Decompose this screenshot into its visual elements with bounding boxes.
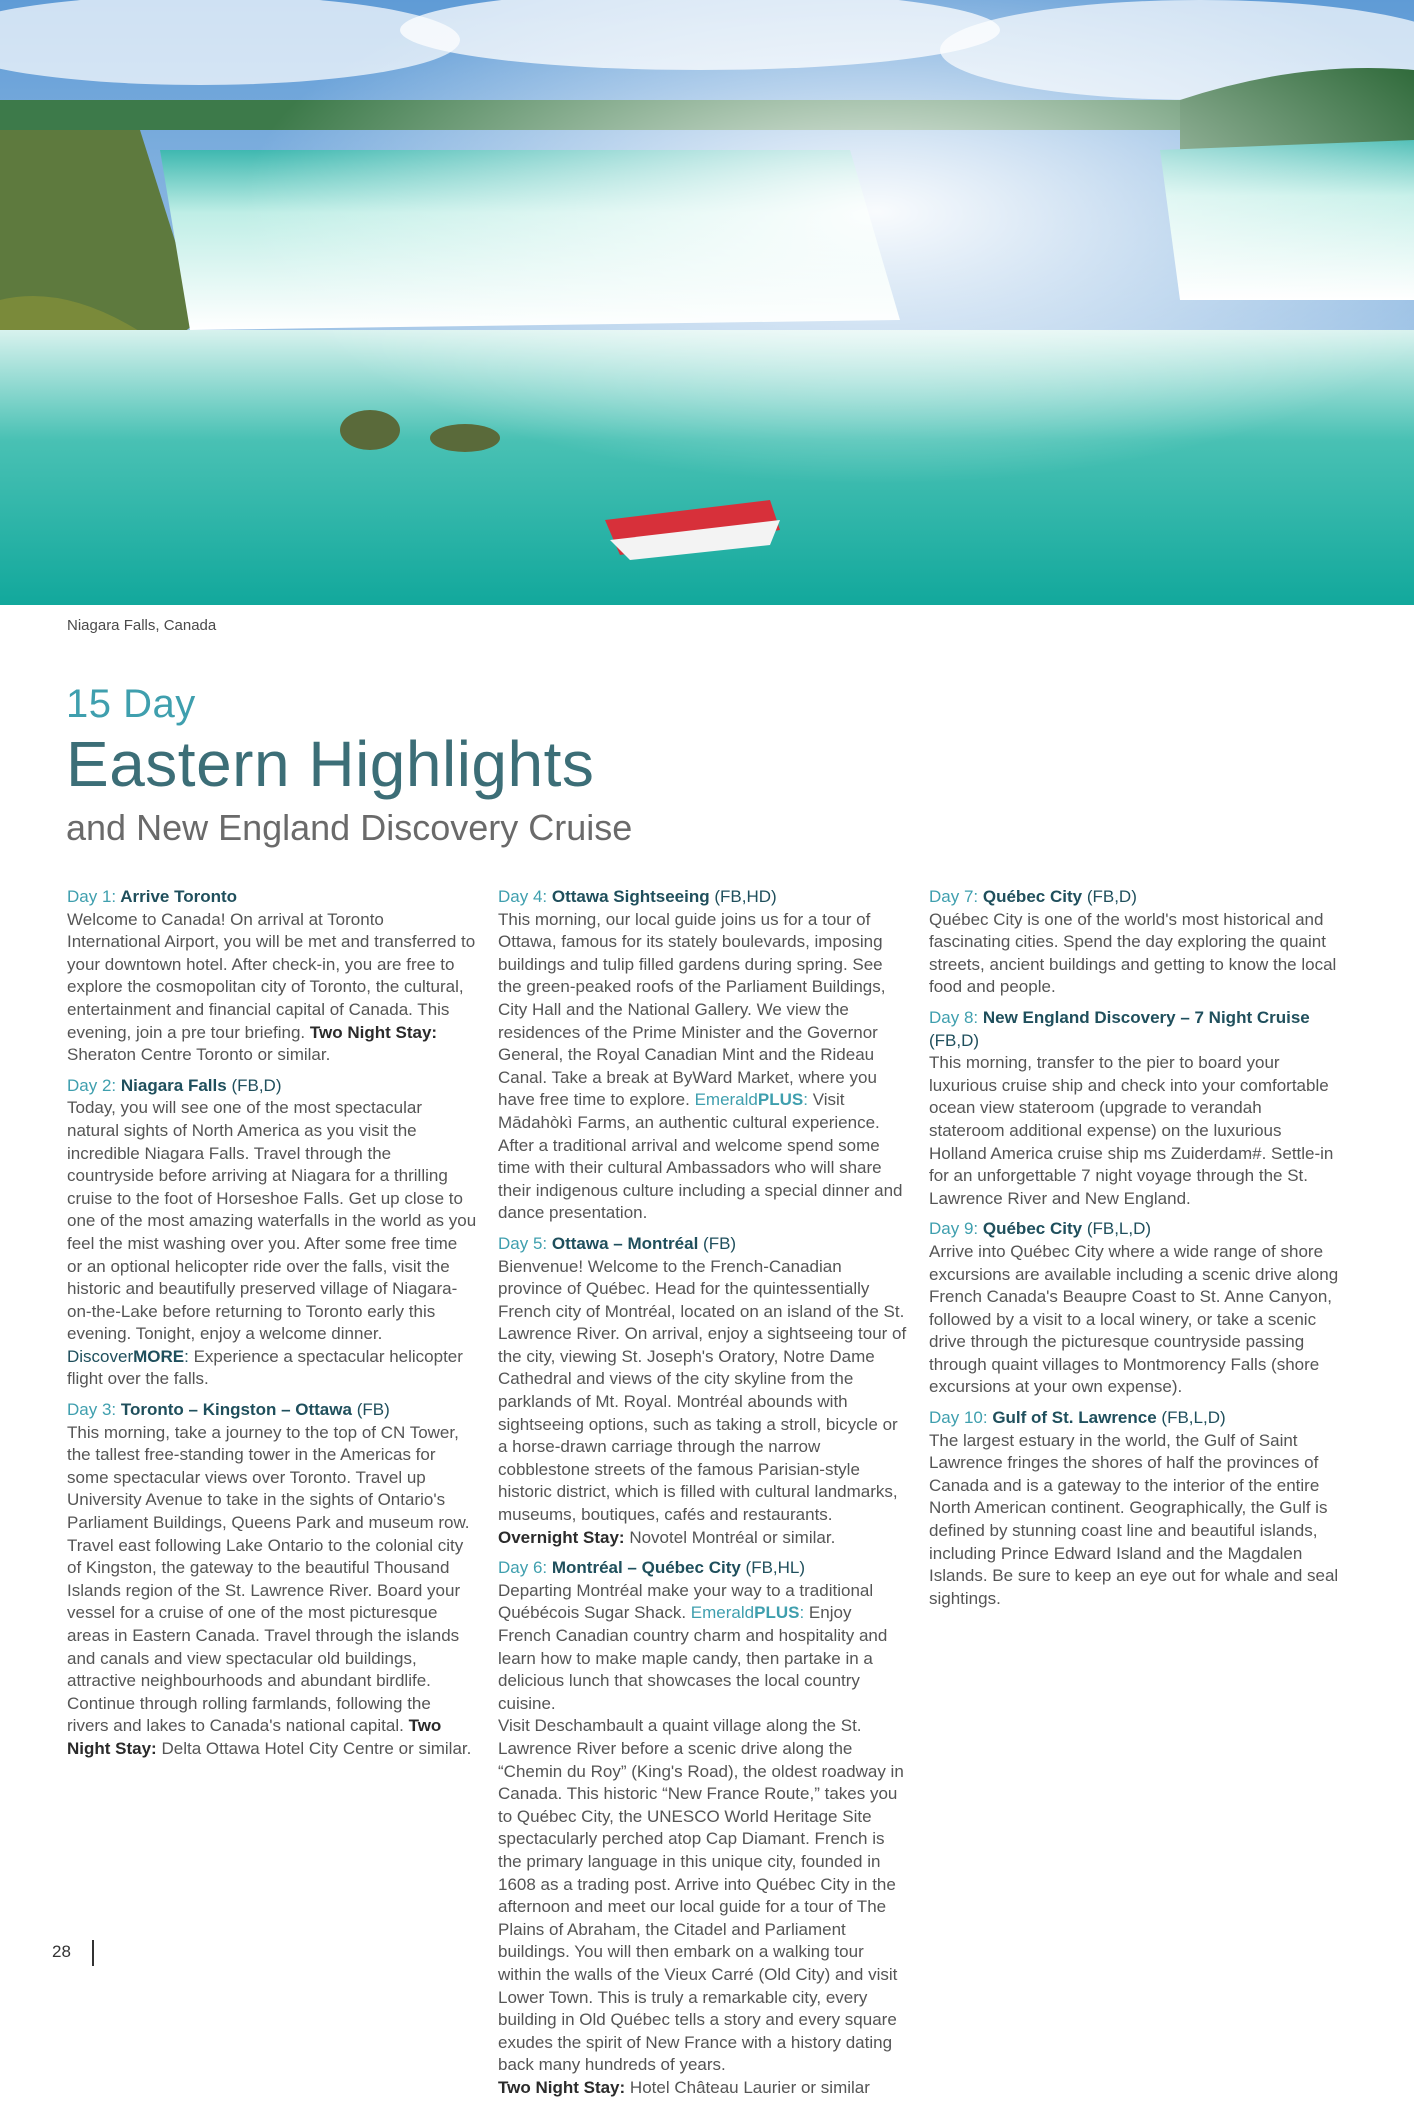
day-4-heading: Day 4: Ottawa Sightseeing (FB,HD) — [498, 887, 777, 906]
day-3 — [67, 1399, 477, 1761]
day-9-heading: Day 9: Québec City (FB,L,D) — [929, 1219, 1152, 1239]
niagara-falls-image — [0, 0, 1414, 605]
itinerary-column-1 — [67, 886, 477, 1769]
day-9 — [929, 1218, 1339, 1399]
day-3-text: This morning, take a journey to the top of CN Tower, the tallest free-standing tower in the Americas for some spectacular views over Toronto. Travel up University Avenue to take in the sights of Ontario's Parliament Buildings, Queens Park and museum row. Travel east following Lake Ontario to the colonial city of Kingston, the gateway to the beautiful Thousand Islands region of the St. Lawrence River. Board your vessel for a cruise of one of the most picturesque areas in Eastern Canada. Travel through the islands and canals and view spectacular old buildings, attractive neighbourhoods and abundant birdlife. Continue through rolling farmlands, following the rivers and lakes to Canada's national capital. — [67, 1422, 470, 1736]
tour-duration: 15 Day — [66, 682, 196, 726]
day-6-stay-label: Two Night Stay: — [498, 2077, 626, 2097]
day-1-stay: Sheraton Centre Toronto or similar. — [67, 1045, 331, 1065]
day-2-heading: Day 2: Niagara Falls (FB,D) — [67, 1075, 282, 1095]
title-block — [66, 680, 632, 852]
day-1-stay-label: Two Night Stay: — [309, 1022, 438, 1042]
day-1-text: Welcome to Canada! On arrival at Toronto International Airport, you will be met and transferred to your downtown hotel. After check-in, you are free to explore the cosmopolitan city of Toronto, the cultural, entertainment and financial capital of Canada. This evening, join a pre tour briefing. — [67, 909, 476, 1042]
day-6-emeraldplus-text: Enjoy French Canadian country charm and hospitality and learn how to make maple candy, then partake in a delicious lunch that showcases the local country cuisine. — [498, 1603, 888, 1713]
day-6-text-continued: Visit Deschambault a quaint village along the St. Lawrence River before a scenic drive along the “Chemin du Roy” (King's Road), the oldest roadway in Canada. This historic “New France Route,” takes you to Québec City, the UNESCO World Heritage Site spectacularly perched atop Cap Diamant. French is the primary language in this unique city, founded in 1608 as a trading post. Arrive into Québec City in the afternoon and meet our local guide for a tour of The Plains of Abraham, the Citadel and Parliament buildings. You will then embark on a walking tour within the walls of the Vieux Carré (Old City) and visit Lower Town. This is truly a remarkable city, every building in Old Québec tells a story and every square exudes the spirit of New France with a history dating back many hundreds of years. — [498, 1716, 904, 2075]
day-2 — [67, 1075, 477, 1391]
day-2-discovermore-text: Experience a spectacular helicopter flight over the falls. — [67, 1346, 463, 1389]
day-7-heading: Day 7: Québec City (FB,D) — [929, 887, 1137, 906]
tour-subtitle: and New England Discovery Cruise — [66, 807, 633, 848]
day-4-emeraldplus-text: Visit Mādahòkì Farms, an authentic cultural experience. After a traditional arrival and welcome spend some time with their cultural Ambassadors who will share their indigenous culture including a special dinner and dance presentation. — [498, 1090, 903, 1223]
day-8-heading: Day 8: New England Discovery – 7 Night Cruise (FB,D) — [929, 1007, 1310, 1050]
discovermore-label: DiscoverMORE: — [67, 1346, 189, 1366]
day-3-stay: Delta Ottawa Hotel City Centre or similar. — [161, 1738, 472, 1758]
day-6-stay: Hotel Château Laurier or similar — [629, 2077, 870, 2097]
emeraldplus-label: EmeraldPLUS: — [694, 1090, 808, 1110]
day-5-stay-label: Overnight Stay: — [498, 1527, 625, 1547]
day-5-text: Bienvenue! Welcome to the French-Canadian province of Québec. Head for the quintessentially French city of Montréal, located on an island of the St. Lawrence River. On arrival, enjoy a sightseeing tour of the city, viewing St. Joseph's Oratory, Notre Dame Cathedral and views of the city skyline from the parklands of Mt. Royal. Montréal abounds with sightseeing options, such as taking a stroll, bicycle or a horse-drawn carriage through the narrow cobblestone streets of the famous Parisian-style historic district, which is filled with cultural landmarks, museums, boutiques, cafés and restaurants. — [498, 1256, 907, 1525]
day-6-text: Departing Montréal make your way to a traditional Québécois Sugar Shack. — [498, 1580, 874, 1623]
page-number-divider — [92, 1940, 94, 1966]
photo-caption: Niagara Falls, Canada — [67, 617, 217, 634]
day-7 — [929, 886, 1339, 999]
day-7-text: Québec City is one of the world's most historical and fascinating cities. Spend the day exploring the quaint streets, ancient buildings and getting to know the local food and people. — [929, 909, 1337, 997]
day-1-heading: Day 1: Arrive Toronto — [67, 887, 238, 906]
day-5 — [498, 1233, 908, 1549]
day-4 — [498, 886, 908, 1225]
emeraldplus-label: EmeraldPLUS: — [690, 1603, 805, 1623]
day-10-text: The largest estuary in the world, the Gulf of Saint Lawrence fringes the shores of half the provinces of Canada and is a gateway to the interior of the entire North American continent. Geographically, the Gulf is defined by stunning coast line and beautiful islands, including Prince Edward Island and the Magdalen Islands. Be sure to keep an eye out for whale and seal sightings. — [929, 1430, 1339, 1608]
itinerary-column-3 — [929, 886, 1339, 1618]
page-number: 28 — [52, 1942, 71, 1961]
day-4-text: This morning, our local guide joins us for a tour of Ottawa, famous for its stately boulevards, imposing buildings and tulip filled gardens during spring. See the green-peaked roofs of the Parliament Buildings, City Hall and the National Gallery. We view the residences of the Prime Minister and the Governor General, the Royal Canadian Mint and the Rideau Canal. Take a break at ByWard Market, where you have free time to explore. — [498, 909, 886, 1110]
day-3-stay-label: Two Night Stay: — [67, 1716, 442, 1758]
day-10 — [929, 1407, 1339, 1610]
itinerary-column-2 — [498, 886, 908, 2107]
day-10-heading: Day 10: Gulf of St. Lawrence (FB,L,D) — [929, 1408, 1226, 1428]
day-1 — [67, 886, 477, 1067]
day-5-stay: Novotel Montréal or similar. — [629, 1527, 836, 1547]
hero-photo — [0, 0, 1414, 605]
day-9-text: Arrive into Québec City where a wide range of shore excursions are available including a scenic drive along French Canada's Beaupre Coast to St. Anne Canyon, followed by a visit to a local winery, or take a scenic drive through the picturesque countryside passing through quaint villages to Montmorency Falls (shore excursions at your own expense). — [929, 1241, 1339, 1397]
day-3-heading: Day 3: Toronto – Kingston – Ottawa (FB) — [67, 1400, 390, 1420]
tour-title: Eastern Highlights — [66, 728, 595, 800]
day-6 — [498, 1557, 908, 2099]
day-5-heading: Day 5: Ottawa – Montréal (FB) — [498, 1233, 737, 1253]
day-8-text: This morning, transfer to the pier to board your luxurious cruise ship and check into your comfortable ocean view stateroom (upgrade to verandah stateroom additional expense) on the luxurious Holland America cruise ship ms Zuiderdam#. Settle-in for an unforgettable 7 night voyage through the St. Lawrence River and New England. — [929, 1053, 1334, 1208]
day-6-heading: Day 6: Montréal – Québec City (FB,HL) — [498, 1558, 806, 1578]
day-2-text: Today, you will see one of the most spectacular natural sights of North America as you visit the incredible Niagara Falls. Travel through the countryside before arriving at Niagara for a thrilling cruise to the foot of Horseshoe Falls. Get up close to one of the most amazing waterfalls in the world as you feel the mist washing over you. After some free time or an optional helicopter ride over the falls, visit the historic and beautifully preserved village of Niagara-on-the-Lake before returning to Toronto early this evening. Tonight, enjoy a welcome dinner. — [67, 1098, 477, 1344]
day-8 — [929, 1007, 1339, 1210]
